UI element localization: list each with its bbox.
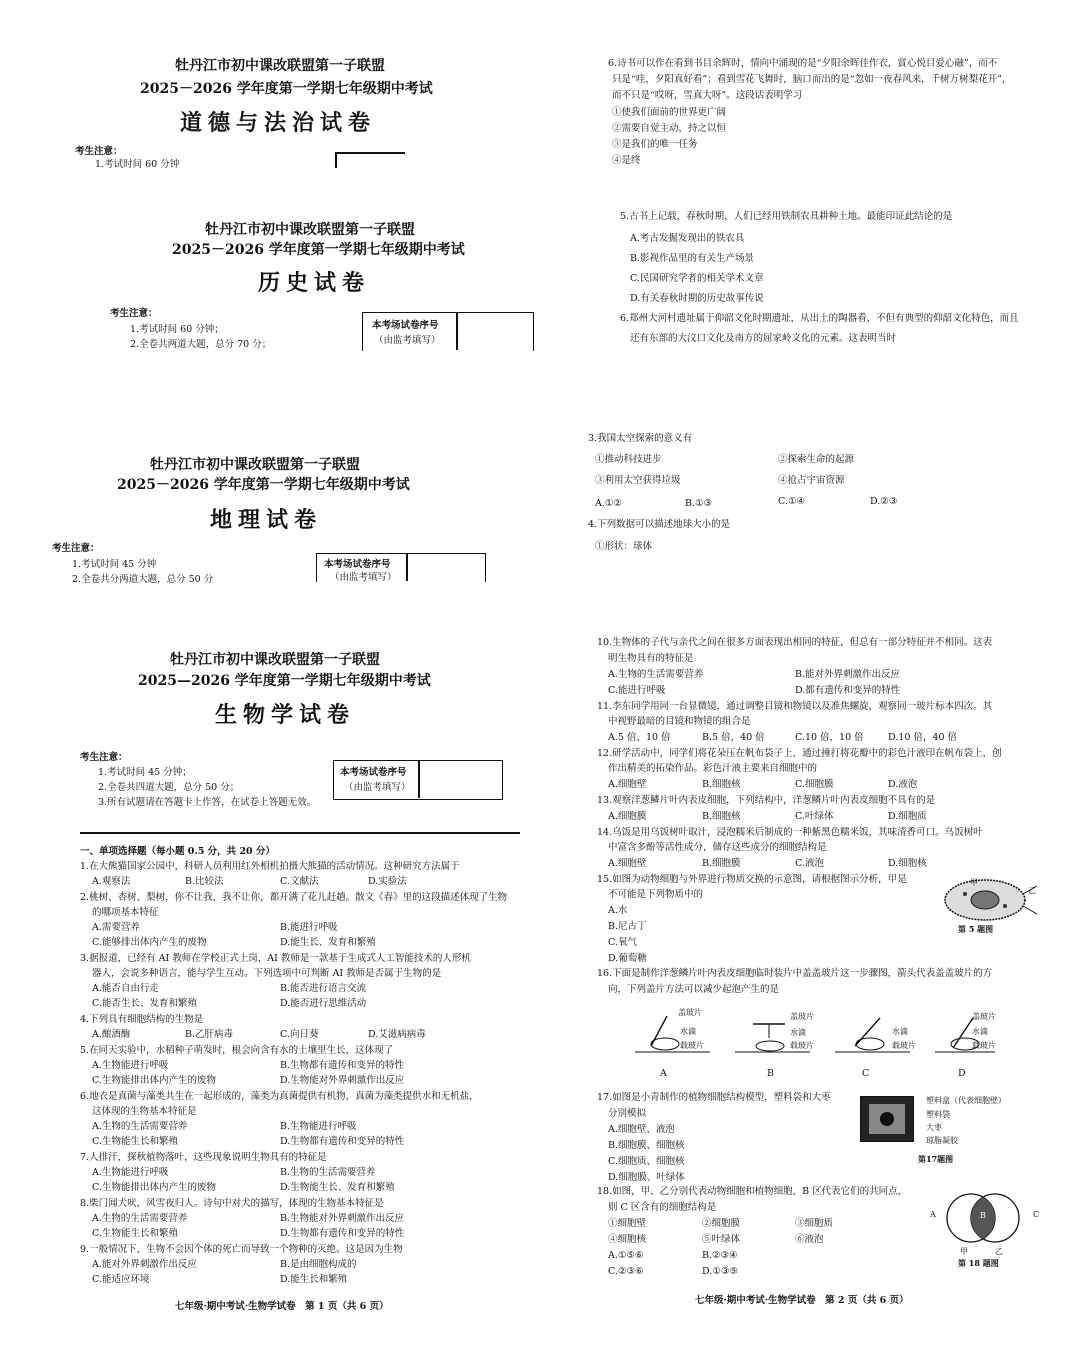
q8-opt-d: D.生物都有遗传和变异的特性 xyxy=(280,1228,405,1239)
fig16-c-slide: 载玻片 xyxy=(892,1041,916,1050)
fig15-arrow xyxy=(1023,906,1037,914)
fig17-caption: 第17题图 xyxy=(918,1154,954,1164)
fig17-label-box: 塑料盒（代表细胞壁） xyxy=(926,1096,1006,1105)
q5-opt-d: D.生物能对外界刺激作出反应 xyxy=(280,1075,405,1086)
history-title: 历史试卷 xyxy=(258,270,371,296)
q18-opt-b: B.②③④ xyxy=(702,1250,738,1261)
q13-opt-c: C.叶绿体 xyxy=(795,811,834,822)
morality-q6-line-3: 而不只是“哎呀，雪真大呀”。这段话表明学习 xyxy=(612,90,803,101)
geography-title: 地理试卷 xyxy=(210,507,323,533)
section-title: 一、单项选择题（每小题 0.5 分，共 20 分） xyxy=(80,846,275,857)
fig18-caption: 第 18 题图 xyxy=(958,1258,999,1268)
q4-opt-b: B.乙肝病毒 xyxy=(185,1029,234,1040)
history-q5: 5.古书上记载，春秋时期，人们已经用铁制农具耕种土地。最能印证此结论的是 xyxy=(620,211,953,222)
q18-opt-c: C.②③⑥ xyxy=(608,1266,644,1277)
q2-opt-a: A.需要营养 xyxy=(92,922,140,933)
q15-opt-d: D.葡萄糖 xyxy=(608,953,647,964)
geography-questions xyxy=(540,425,1080,565)
biology-seat-divider xyxy=(418,760,420,798)
q4-opt-a: A.酿酒酶 xyxy=(92,1029,131,1040)
geography-opt-2: ②探索生命的起源 xyxy=(778,454,855,465)
q2-opt-b: B.能进行呼吸 xyxy=(280,922,338,933)
biology-notice: 考生注意： xyxy=(80,752,128,763)
geography-note-2: 2.全卷共分两道大题，总分 50 分 xyxy=(72,574,214,585)
history-note-1: 1.考试时间 60 分钟； xyxy=(130,324,224,335)
fig15-animal-cell xyxy=(935,870,1045,932)
morality-notice: 考生注意： xyxy=(75,146,123,157)
fig16-d-water: 水滴 xyxy=(972,1027,988,1036)
fig16-opt-c: C xyxy=(862,1068,870,1079)
geography-seat-sub: （由监考填写） xyxy=(330,572,397,583)
biology-note-1: 1.考试时间 45 分钟； xyxy=(98,767,192,778)
q17-opt-a: A.细胞壁、液泡 xyxy=(608,1124,675,1135)
fig15-dots xyxy=(1003,904,1007,908)
page-1-footer: 七年级·期中考试·生物学试卷 第 1 页（共 6 页） xyxy=(175,1301,389,1312)
fig16-a-coverslip: 盖玻片 xyxy=(678,1008,702,1017)
geography-q4: 4.下列数据可以描述地球大小的是 xyxy=(588,519,731,530)
history-org: 牡丹江市初中课改联盟第一子联盟 xyxy=(205,222,415,238)
q7-opt-c: C.生物能排出体内产生的废物 xyxy=(92,1182,216,1193)
q16-stem: 16.下面是制作洋葱鳞片叶内表皮细胞临时装片中盖盖玻片这一步骤图，箭头代表盖盖玻片的方 xyxy=(597,968,993,979)
q4-opt-d: D.艾滋病病毒 xyxy=(368,1029,426,1040)
q18-stem-2: 则 C 区含有的细胞结构是 xyxy=(608,1202,717,1213)
geography-ans-d: D.②③ xyxy=(870,496,898,507)
q2-stem-2: 的哪项基本特征 xyxy=(92,907,159,918)
q18-item-6: ⑥液泡 xyxy=(795,1234,824,1245)
geography-seat-divider xyxy=(406,553,408,581)
q2-opt-d: D.能生长、发育和繁殖 xyxy=(280,937,376,948)
fig16-a-slide: 载玻片 xyxy=(680,1041,704,1050)
q1-stem: 1.在大熊猫国家公园中，科研人员利用红外相机拍摄大熊猫的活动情况。这种研究方法属于 xyxy=(80,861,460,872)
fig18-label-jia: 甲 xyxy=(960,1247,968,1256)
q6-stem: 6.地衣是真菌与藻类共生在一起形成的，藻类为真菌提供有机物，真菌为藻类提供水和无机盐， xyxy=(80,1091,479,1102)
history-notice: 考生注意： xyxy=(110,308,158,319)
fig15-dots xyxy=(963,892,967,896)
q1-opt-a: A.观察法 xyxy=(92,876,131,887)
fig17-date xyxy=(880,1112,894,1126)
q8-stem: 8.柴门闻犬吠，风雪夜归人。诗句中对犬的描写，体现的生物基本特征是 xyxy=(80,1198,384,1209)
q6-opt-b: B.生物能进行呼吸 xyxy=(280,1121,357,1132)
fig16-b-coverslip: 盖玻片 xyxy=(790,1012,814,1021)
morality-questions xyxy=(540,0,1080,166)
morality-seat-box-top xyxy=(335,152,405,154)
q14-opt-a: A.细胞壁 xyxy=(608,858,647,869)
q11-opt-a: A.5 倍，10 倍 xyxy=(608,732,671,743)
q15-stem-2: 不可能是下列物质中的 xyxy=(608,889,704,900)
history-exam: 2025－2026 学年度第一学期七年级期中考试 xyxy=(172,242,465,258)
geography-q4-opt: ①形状：球体 xyxy=(595,541,653,552)
q14-opt-c: C.液泡 xyxy=(795,858,824,869)
geography-note-1: 1.考试时间 45 分钟 xyxy=(72,559,157,570)
q18-opt-d: D.①③⑤ xyxy=(702,1266,738,1277)
biology-seat-sub: （由监考填写） xyxy=(344,782,411,793)
q14-stem: 14.乌饭是用乌饭树叶取汁，浸泡糯米后制成的一种紫黑色糯米饭，其味清香可口。乌饭树叶 xyxy=(597,827,983,838)
q10-opt-d: D.都有遗传和变异的特性 xyxy=(795,685,901,696)
geography-q3: 3.我国太空探索的意义有 xyxy=(588,433,693,444)
fig17-label-date: 大枣 xyxy=(926,1123,942,1132)
fig15-label-b: 乙 xyxy=(1028,886,1036,895)
history-seat-sub: （由监考填写） xyxy=(374,335,441,346)
history-seat-divider xyxy=(456,312,458,350)
geography-ans-c: C.①④ xyxy=(778,496,805,507)
morality-seat-box-side xyxy=(335,152,337,168)
q17-opt-c: C.细胞质、细胞核 xyxy=(608,1156,685,1167)
q13-opt-d: D.细胞质 xyxy=(888,811,927,822)
q5-opt-a: A.生物能进行呼吸 xyxy=(92,1060,169,1071)
fig18-label-a: A xyxy=(930,1210,936,1219)
biology-page-1 xyxy=(0,640,540,1347)
geography-exam: 2025－2026 学年度第一学期七年级期中考试 xyxy=(117,477,410,493)
history-q5-opt-a: A.考古发掘发现出的铁农具 xyxy=(630,233,745,244)
geography-opt-1: ①推动科技进步 xyxy=(595,454,662,465)
q7-opt-a: A.生物能进行呼吸 xyxy=(92,1167,169,1178)
morality-opt-4: ④是终 xyxy=(612,155,641,166)
fig15-nucleus xyxy=(971,891,999,909)
q12-stem-2: 作出精美的拓染作品。彩色汁液主要来自细胞中的 xyxy=(608,763,818,774)
fig16-d-slide: 载玻片 xyxy=(972,1041,996,1050)
history-q5-opt-d: D.有关春秋时期的历史故事传说 xyxy=(630,293,764,304)
morality-opt-3: ③是我们的唯一任务 xyxy=(612,139,698,150)
fig16-b-water: 水滴 xyxy=(790,1028,806,1037)
q11-opt-b: B.5 倍，40 倍 xyxy=(702,732,765,743)
biology-seat-label: 本考场试卷序号 xyxy=(340,767,407,778)
fig16-c-water: 水滴 xyxy=(892,1027,908,1036)
q3-opt-a: A.能否自由行走 xyxy=(92,983,159,994)
q14-opt-d: D.细胞核 xyxy=(888,858,927,869)
fig18-label-yi: 乙 xyxy=(995,1247,1003,1256)
q1-opt-c: C.文献法 xyxy=(280,876,319,887)
q9-opt-b: B.是由细胞构成的 xyxy=(280,1259,357,1270)
q8-opt-a: A.生物的生活需要营养 xyxy=(92,1213,188,1224)
geography-ans-b: B.①③ xyxy=(685,498,713,509)
fig16-opt-b: B xyxy=(767,1068,774,1079)
fig18-label-c: C xyxy=(1033,1210,1040,1219)
q18-item-2: ②细胞膜 xyxy=(702,1218,741,1229)
q3-opt-d: D.能否进行思维活动 xyxy=(280,998,367,1009)
q7-stem: 7.人排汗，探秋植物落叶，这些现象说明生物具有的特征是 xyxy=(80,1152,327,1163)
q15-opt-c: C.氧气 xyxy=(608,937,637,948)
fig17-label-agar: 琼脂凝胶 xyxy=(926,1136,958,1145)
q16-stem-2: 向，下列盖片方法可以减少起泡产生的是 xyxy=(608,984,780,995)
q12-stem: 12.研学活动中，同学们将花朵压在帆布袋子上，通过捶打将花瓣中的彩色汁液印在帆布袋上，创 xyxy=(597,748,1002,759)
fig16-d-coverslip: 盖玻片 xyxy=(972,1012,996,1021)
biology-divider xyxy=(80,832,520,834)
q3-stem-2: 器人，会说多种语言，能与学生互动。下列选项中可判断 AI 教师是否属于生物的是 xyxy=(92,968,442,979)
q12-opt-c: C.细胞膜 xyxy=(795,779,834,790)
q4-opt-c: C.向日葵 xyxy=(280,1029,319,1040)
q13-opt-b: B.细胞核 xyxy=(702,811,741,822)
q7-opt-b: B.生物的生活需要营养 xyxy=(280,1167,376,1178)
fig15-caption: 第 5 题图 xyxy=(958,924,994,934)
biology-note-2: 2.全卷共四道大题，总分 50 分； xyxy=(98,782,240,793)
biology-title: 生物学试卷 xyxy=(215,702,356,728)
biology-page-2 xyxy=(540,630,1080,1347)
q9-opt-c: C.能适应环境 xyxy=(92,1274,150,1285)
q2-stem: 2.桃树、杏树、梨树，你不让我，我不让你，都开满了花儿赶趟。散文《春》里的这段描述体现了生物 xyxy=(80,892,508,903)
history-seat-label: 本考场试卷序号 xyxy=(372,320,439,331)
q9-opt-d: D.能生长和繁殖 xyxy=(280,1274,348,1285)
q9-stem: 9.一般情况下，生物不会因个体的死亡而导致一个物种的灭绝。这是因为生物 xyxy=(80,1244,403,1255)
q5-stem: 5.在同天实验中，水稻种子萌发时，根会向含有水的土壤里生长，这体现了 xyxy=(80,1045,394,1056)
history-questions xyxy=(540,200,1080,360)
q3-stem: 3.据报道，已经有 AI 教师在学校正式上岗，AI 教师是一款基于生成式人工智能技术的人形机 xyxy=(80,953,471,964)
q8-opt-c: C.生物能生长和繁殖 xyxy=(92,1228,178,1239)
q12-opt-a: A.细胞壁 xyxy=(608,779,647,790)
q4-stem: 4.下列具有细胞结构的生物是 xyxy=(80,1014,204,1025)
q13-opt-a: A.细胞膜 xyxy=(608,811,647,822)
q6-stem-2: 这体现的生物基本特征是 xyxy=(92,1106,197,1117)
q14-opt-b: B.细胞膜 xyxy=(702,858,741,869)
q1-opt-b: B.比较法 xyxy=(185,876,224,887)
q12-opt-b: B.细胞核 xyxy=(702,779,741,790)
geography-ans-a: A.①② xyxy=(595,498,622,509)
q18-item-1: ①细胞壁 xyxy=(608,1218,647,1229)
q5-opt-b: B.生物都有遗传和变异的特性 xyxy=(280,1060,405,1071)
fig15-label-a: 甲 xyxy=(970,878,978,887)
q10-stem: 10.生物体的子代与亲代之间在很多方面表现出相同的特征，但总有一部分特征并不相同。这表 xyxy=(597,637,993,648)
q17-opt-b: B.细胞膜、细胞核 xyxy=(608,1140,685,1151)
q9-opt-a: A.能对外界刺激作出反应 xyxy=(92,1259,197,1270)
q11-opt-c: C.10 倍，10 倍 xyxy=(795,732,864,743)
geography-org: 牡丹江市初中课改联盟第一子联盟 xyxy=(150,457,360,473)
page-2-footer: 七年级·期中考试·生物学试卷 第 2 页（共 6 页） xyxy=(695,1295,909,1306)
biology-note-3: 3.所有试题请在答题卡上作答，在试卷上答题无效。 xyxy=(98,797,317,808)
fig17-label-bag: 塑料袋 xyxy=(926,1110,950,1119)
q6-opt-a: A.生物的生活需要营养 xyxy=(92,1121,188,1132)
history-note-2: 2.全卷共两道大题，总分 70 分； xyxy=(130,339,272,350)
morality-title: 道德与法治试卷 xyxy=(180,110,377,136)
q14-stem-2: 中富含多酚等活性成分，储存这些成分的细胞结构是 xyxy=(608,842,827,853)
fig16-opt-a: A xyxy=(660,1068,667,1079)
q15-stem: 15.如图为动物细胞与外界进行物质交换的示意图，请根据图示分析，甲是 xyxy=(597,874,907,885)
morality-q6-line-2: 只是“哇，夕阳真好看”；看到雪花飞舞时，脑口而出的是“忽如一夜春风来，千树万树梨花开”， xyxy=(612,74,1012,85)
geography-opt-4: ④抢占宇宙资源 xyxy=(778,475,845,486)
biology-org: 牡丹江市初中课改联盟第一子联盟 xyxy=(170,652,380,668)
history-q5-opt-c: C.民国研究学者的相关学术文章 xyxy=(630,273,764,284)
q18-item-3: ③细胞质 xyxy=(795,1218,834,1229)
morality-opt-2: ②需要自觉主动，持之以恒 xyxy=(612,123,727,134)
q11-opt-d: D.10 倍，40 倍 xyxy=(888,732,958,743)
geography-notice: 考生注意： xyxy=(52,543,100,554)
q10-opt-c: C.能进行呼吸 xyxy=(608,685,666,696)
history-q6-line-2: 还有东部的大汶口文化及南方的屈家岭文化的元素。这表明当时 xyxy=(630,333,897,344)
q18-item-4: ④细胞核 xyxy=(608,1234,647,1245)
q15-opt-a: A.水 xyxy=(608,905,628,916)
biology-exam: 2025—2026 学年度第一学期七年级期中考试 xyxy=(138,673,431,689)
q11-stem-2: 中视野最暗的目镜和物镜的组合是 xyxy=(608,716,751,727)
q13-stem: 13.观察洋葱鳞片叶内表皮细胞，下列结构中，洋葱鳞片叶内表皮细胞不具有的是 xyxy=(597,795,936,806)
q15-opt-b: B.尼古丁 xyxy=(608,921,647,932)
morality-cover xyxy=(0,0,540,175)
geography-cover xyxy=(0,435,540,590)
geography-seat-label: 本考场试卷序号 xyxy=(324,559,391,570)
q3-opt-c: C.能否生长、发育和繁殖 xyxy=(92,998,197,1009)
history-cover xyxy=(0,200,540,360)
q17-opt-d: D.细胞膜、叶绿体 xyxy=(608,1172,685,1183)
geography-opt-3: ③利用太空获得垃圾 xyxy=(595,475,681,486)
morality-q6-line-1: 6.诗书可以作在看到书目余辉时，情向中涌现的是“夕阳余晖佳作衣，賞心悦目爱心融”，而不 xyxy=(608,58,998,69)
morality-note-1: 1.考试时间 60 分钟 xyxy=(95,159,180,170)
q10-opt-b: B.能对外界刺激作出反应 xyxy=(795,669,901,680)
q1-opt-d: D.实验法 xyxy=(368,876,407,887)
fig16-a-water: 水滴 xyxy=(680,1027,696,1036)
q6-opt-c: C.生物能生长和繁殖 xyxy=(92,1136,178,1147)
q18-opt-a: A.①⑤⑥ xyxy=(608,1250,644,1261)
fig16-b-slide: 载玻片 xyxy=(790,1041,814,1050)
history-q6-line-1: 6.郑州大河村遗址属于仰韶文化时期遗址，从出土的陶器看，不但有典型的仰韶文化特色，而且 xyxy=(620,313,1019,324)
morality-exam: 2025－2026 学年度第一学期七年级期中考试 xyxy=(140,81,433,97)
q10-stem-2: 明生物具有的特征是 xyxy=(608,653,694,664)
fig16-opt-d: D xyxy=(958,1068,966,1079)
morality-opt-1: ①使我们面前的世界更广阔 xyxy=(612,107,727,118)
q3-opt-b: B.能否进行语言交流 xyxy=(280,983,367,994)
history-q5-opt-b: B.影视作品里的有关生产场景 xyxy=(630,253,755,264)
q6-opt-d: D.生物都有遗传和变异的特性 xyxy=(280,1136,405,1147)
q5-opt-c: C.生物能排出体内产生的废物 xyxy=(92,1075,216,1086)
q2-opt-c: C.能够排出体内产生的废物 xyxy=(92,937,207,948)
fig18-label-b: B xyxy=(980,1211,986,1220)
q18-item-5: ⑤叶绿体 xyxy=(702,1234,741,1245)
q7-opt-d: D.生物能生长、发育和繁殖 xyxy=(280,1182,395,1193)
q17-stem-2: 分别模拟 xyxy=(608,1108,647,1119)
q18-stem: 18.如图，甲、乙分别代表动物细胞和植物细胞，B 区代表它们的共同点， xyxy=(597,1186,908,1197)
q12-opt-d: D.液泡 xyxy=(888,779,918,790)
q11-stem: 11.李东同学用同一台显微镜，通过调整目镜和物镜以及准焦螺旋，观察同一玻片标本四次。其 xyxy=(597,701,993,712)
q10-opt-a: A.生物的生活需要营养 xyxy=(608,669,704,680)
morality-org: 牡丹江市初中课改联盟第一子联盟 xyxy=(175,58,385,74)
q17-stem: 17.如图是小青制作的植物细胞结构模型，塑料袋和大枣 xyxy=(597,1092,831,1103)
q8-opt-b: B.生物能对外界刺激作出反应 xyxy=(280,1213,405,1224)
fig17-cell-model xyxy=(860,1096,914,1142)
